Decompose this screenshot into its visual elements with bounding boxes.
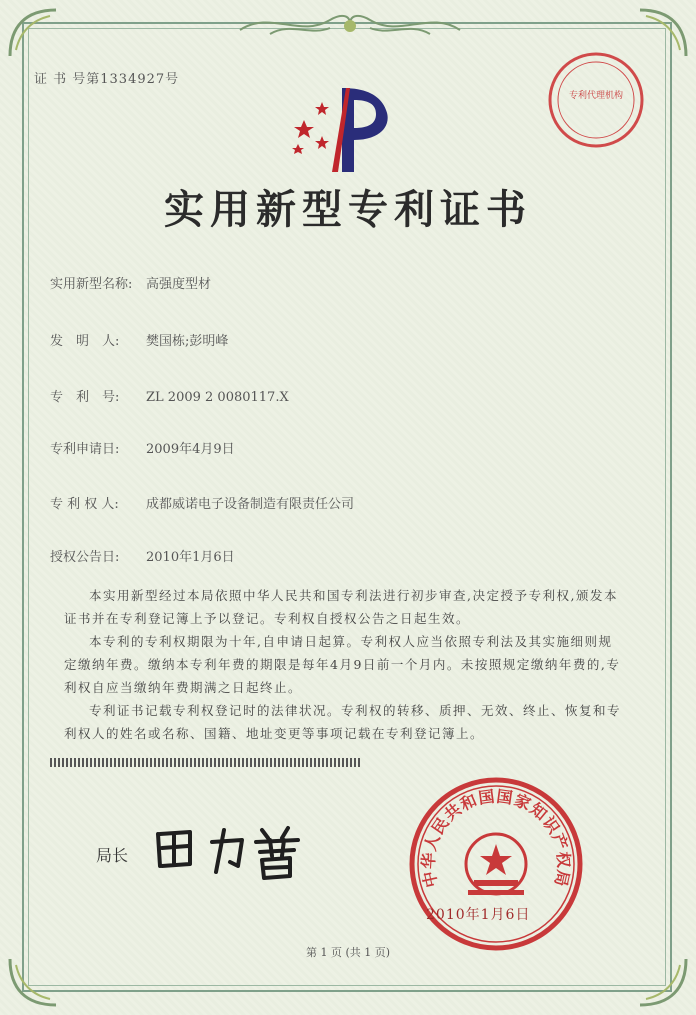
body-paragraph-3: 专利证书记载专利权登记时的法律状况。专利权的转移、质押、无效、终止、恢复和专利权人的姓名或名称、国籍、地址变更等事项记载在专利登记簿上。	[64, 703, 622, 741]
field-value: 2010年1月6日	[146, 550, 235, 565]
field-application-date	[50, 438, 235, 457]
field-utility-model-name	[50, 273, 211, 292]
field-label: 发 明 人:	[50, 334, 120, 349]
body-paragraph-2: 本专利的专利权期限为十年,自申请日起算。专利权人应当依照专利法及其实施细则规定缴纳年费。缴纳本专利年费的期限是每年4月9日前一个月内。未按照规定缴纳年费的,专利权自应当缴纳年费期满之日起终止。	[64, 634, 621, 695]
seal-organization-text: 中华人民共和国国家知识产权局	[418, 786, 574, 890]
corner-ornament-bottom-left	[6, 953, 62, 1009]
seal-date: 2010年1月6日	[426, 907, 531, 923]
director-label: 局长	[96, 846, 129, 865]
field-label: 授权公告日:	[50, 550, 120, 565]
top-ornament	[230, 8, 470, 42]
field-value: 成都威诺电子设备制造有限责任公司	[146, 497, 355, 512]
barcode-strip	[50, 758, 360, 767]
field-label: 专 利 权 人:	[50, 497, 119, 512]
body-paragraph-1: 本实用新型经过本局依照中华人民共和国专利法进行初步审查,决定授予专利权,颁发本证书并在专利登记簿上予以登记。专利权自授权公告之日起生效。	[64, 588, 618, 626]
field-value: 2009年4月9日	[146, 442, 235, 457]
certificate-number: 证 书 号第1334927号	[34, 72, 180, 87]
agency-stamp	[546, 50, 646, 150]
field-label: 实用新型名称:	[50, 277, 133, 292]
official-seal	[408, 776, 584, 952]
field-label: 专 利 号:	[50, 390, 120, 405]
field-label: 专利申请日:	[50, 442, 120, 457]
director-signature	[150, 816, 320, 886]
certificate-title: 实用新型专利证书	[164, 186, 532, 233]
field-value: 樊国栋;彭明峰	[146, 334, 229, 349]
field-patentee	[50, 493, 354, 512]
corner-ornament-bottom-right	[634, 953, 690, 1009]
page-footer: 第 1 页 (共 1 页)	[305, 946, 391, 959]
agency-stamp-text: 专利代理机构	[568, 91, 624, 101]
field-value: 高强度型材	[146, 277, 212, 292]
patent-office-logo	[286, 80, 398, 176]
field-value: ZL 2009 2 0080117.X	[146, 390, 289, 405]
field-patent-number	[50, 386, 289, 405]
field-inventor	[50, 330, 228, 349]
corner-ornament-top-left	[6, 6, 62, 62]
field-grant-date	[50, 546, 235, 565]
